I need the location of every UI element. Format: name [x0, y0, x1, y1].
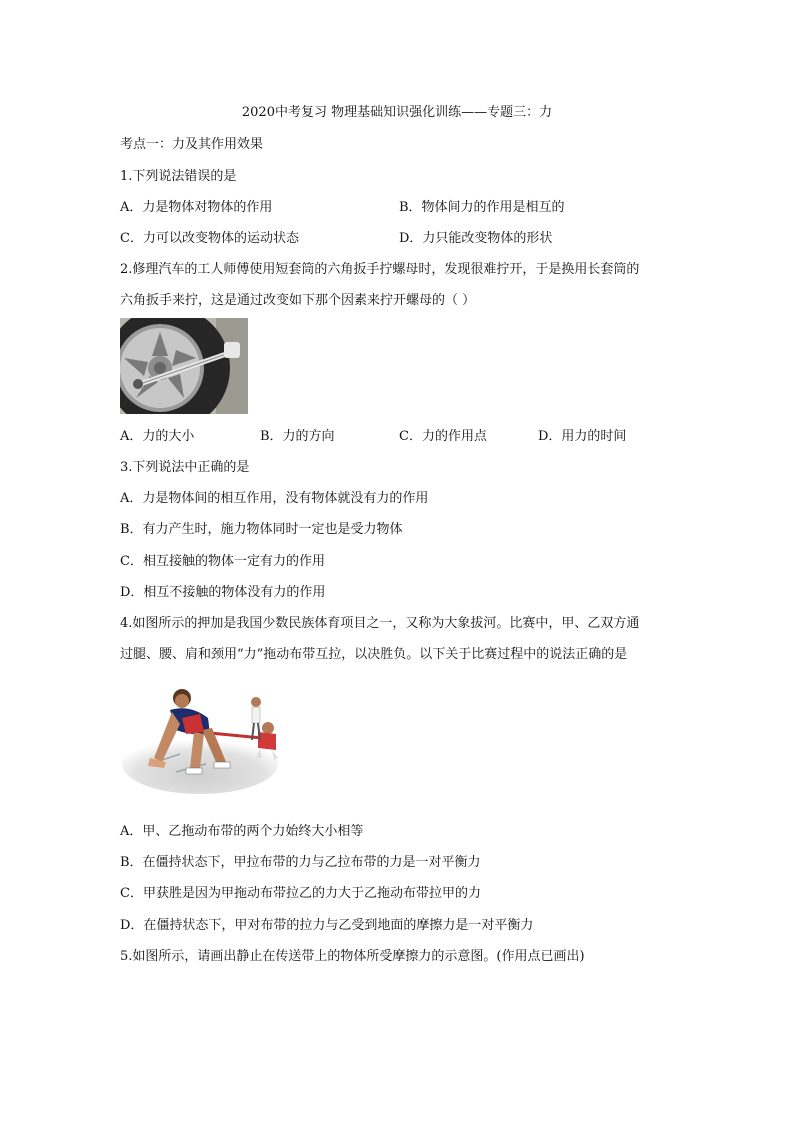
q3-stem: 3.下列说法中正确的是 — [120, 460, 250, 475]
q4-option-d: D．在僵持状态下，甲对布带的拉力与乙受到地面的摩擦力是一对平衡力 — [120, 918, 534, 933]
yajia-image — [120, 684, 280, 796]
q3-option-c: C．相互接触的物体一定有力的作用 — [120, 554, 325, 569]
q4-stem-line2: 过腿、腰、肩和颈用“力”拖动布带互拉，以决胜负。以下关于比赛过程中的说法正确的是 — [120, 647, 628, 662]
q2-option-c: C．力的作用点 — [399, 429, 487, 444]
wrench-wheel-photo — [120, 318, 248, 414]
page-title: 2020中考复习 物理基础知识强化训练——专题三：力 — [241, 105, 553, 120]
wheel-image — [120, 318, 248, 414]
section-heading: 考点一：力及其作用效果 — [120, 137, 264, 152]
q2-option-d: D．用力的时间 — [538, 429, 627, 444]
q3-option-b: B．有力产生时，施力物体同时一定也是受力物体 — [120, 522, 403, 537]
q5-stem: 5.如图所示，请画出静止在传送带上的物体所受摩擦力的示意图。(作用点已画出) — [120, 949, 585, 964]
q1-option-b: B．物体间力的作用是相互的 — [399, 200, 565, 215]
tug-of-war-photo — [120, 684, 280, 796]
q2-option-a: A．力的大小 — [120, 429, 195, 444]
q2-stem-line1: 2.修理汽车的工人师傅使用短套筒的六角扳手拧螺母时，发现很难拧开，于是换用长套筒的 — [120, 262, 640, 277]
q4-option-c: C．甲获胜是因为甲拖动布带拉乙的力大于乙拖动布带拉甲的力 — [120, 886, 481, 901]
q3-option-d: D．相互不接触的物体没有力的作用 — [120, 585, 326, 600]
q1-option-a: A．力是物体对物体的作用 — [120, 200, 273, 215]
q1-option-d: D．力只能改变物体的形状 — [399, 231, 553, 246]
q2-option-b: B．力的方向 — [260, 429, 335, 444]
q1-stem: 1.下列说法错误的是 — [120, 169, 237, 184]
q2-stem-line2: 六角扳手来拧，这是通过改变如下那个因素来拧开螺母的（ ） — [120, 293, 476, 308]
q4-option-b: B．在僵持状态下，甲拉布带的力与乙拉布带的力是一对平衡力 — [120, 855, 481, 870]
q3-option-a: A．力是物体间的相互作用，没有物体就没有力的作用 — [120, 491, 429, 506]
q1-option-c: C．力可以改变物体的运动状态 — [120, 231, 299, 246]
q4-stem-line1: 4.如图所示的押加是我国少数民族体育项目之一，又称为大象拔河。比赛中，甲、乙双方通 — [120, 616, 640, 631]
q4-option-a: A．甲、乙拖动布带的两个力始终大小相等 — [120, 824, 364, 839]
